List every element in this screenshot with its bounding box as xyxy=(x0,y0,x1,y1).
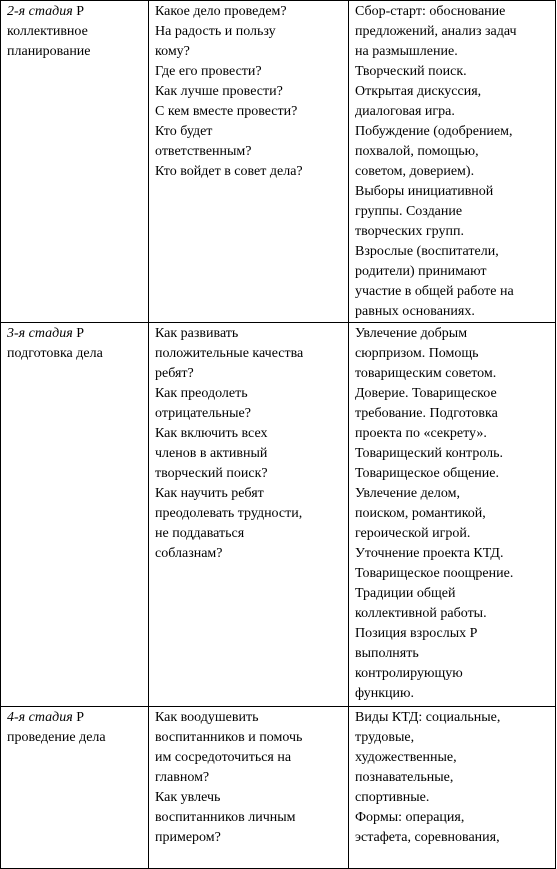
question-line: воспитанников личным xyxy=(155,810,296,825)
method-line: выполнять xyxy=(355,646,419,661)
method-line: функцию. xyxy=(355,686,414,701)
question-line: С кем вместе провести? xyxy=(155,104,298,119)
question-line: Какое дело проведем? xyxy=(155,4,287,19)
method-line: Товарищеское поощрение. xyxy=(355,566,514,581)
question-item xyxy=(155,22,344,62)
method-line: диалоговая игра. xyxy=(355,104,455,119)
method-line: героической игрой. xyxy=(355,526,471,541)
question-item xyxy=(155,82,344,102)
method-line: эстафета, соревнования, xyxy=(355,830,500,845)
question-item xyxy=(155,62,344,82)
method-line: Виды КТД: социальные, xyxy=(355,710,501,725)
question-line: Как лучше провести? xyxy=(155,84,283,99)
method-line: Товарищеское общение. xyxy=(355,466,499,481)
stage-heading xyxy=(7,2,144,22)
stage-name-line: проведение дела xyxy=(7,730,106,745)
method-line: коллективной работы. xyxy=(355,606,487,621)
question-line: отрицательные? xyxy=(155,406,251,421)
stage-name-line: коллективное xyxy=(7,24,88,39)
question-item xyxy=(155,424,344,484)
question-item xyxy=(155,788,344,848)
table-row xyxy=(1,1,556,323)
method-line: проекта по «секрету». xyxy=(355,426,487,441)
stages-table-body xyxy=(1,1,556,869)
question-line: главном? xyxy=(155,770,210,785)
table-row xyxy=(1,323,556,707)
question-line: Кто войдет в совет дела? xyxy=(155,164,303,179)
method-line: товарищеским советом. xyxy=(355,366,497,381)
question-item xyxy=(155,122,344,162)
method-line: Творческий поиск. xyxy=(355,64,467,79)
method-line: контролирующую xyxy=(355,666,463,681)
question-line: кому? xyxy=(155,44,190,59)
method-line: родители) принимают xyxy=(355,264,487,279)
method-line: Товарищеский контроль. xyxy=(355,446,504,461)
method-line: сюрпризом. Помощь xyxy=(355,346,479,361)
question-line: На радость и пользу xyxy=(155,24,276,39)
question-line: Как увлечь xyxy=(155,790,221,805)
method-line: Позиция взрослых Р xyxy=(355,626,478,641)
method-line: Открытая дискуссия, xyxy=(355,84,482,99)
method-line: Уточнение проекта КТД. xyxy=(355,546,504,561)
method-line: Традиции общей xyxy=(355,586,456,601)
questions-cell xyxy=(149,323,349,707)
method-item xyxy=(355,242,551,322)
question-line: положительные качества xyxy=(155,346,304,361)
question-line: Кто будет xyxy=(155,124,213,139)
method-line: Доверие. Товарищеское xyxy=(355,386,497,401)
method-line: Формы: операция, xyxy=(355,810,465,825)
methods-cell xyxy=(349,1,556,323)
question-line: Как преодолеть xyxy=(155,386,248,401)
method-item xyxy=(355,464,551,484)
stage-suffix: Р xyxy=(76,4,85,19)
method-item xyxy=(355,564,551,584)
stage-name-line: подготовка дела xyxy=(7,346,103,361)
question-line: ответственным? xyxy=(155,144,252,159)
question-line: Где его провести? xyxy=(155,64,262,79)
method-item xyxy=(355,484,551,544)
question-item xyxy=(155,2,344,22)
method-item xyxy=(355,808,551,848)
method-line: Увлечение делом, xyxy=(355,486,460,501)
question-line: Как воодушевить xyxy=(155,710,259,725)
question-item xyxy=(155,484,344,564)
questions-cell xyxy=(149,1,349,323)
method-line: Побуждение (одобрением, xyxy=(355,124,513,139)
method-line: поиском, романтикой, xyxy=(355,506,486,521)
stage-suffix: Р xyxy=(76,326,85,341)
methods-cell xyxy=(349,323,556,707)
method-line: на размышление. xyxy=(355,44,458,59)
stage-number: 2-я стадия xyxy=(7,4,73,19)
stage-number: 3-я стадия xyxy=(7,326,73,341)
method-line: группы. Создание xyxy=(355,204,463,219)
method-line: требование. Подготовка xyxy=(355,406,498,421)
method-item xyxy=(355,624,551,704)
method-line: советом, доверием). xyxy=(355,164,475,179)
question-line: творческий поиск? xyxy=(155,466,268,481)
question-line: ребят? xyxy=(155,366,194,381)
method-line: художественные, xyxy=(355,750,457,765)
stage-cell xyxy=(1,707,149,869)
method-line: похвалой, помощью, xyxy=(355,144,479,159)
method-item xyxy=(355,444,551,464)
method-line: Выборы инициативной xyxy=(355,184,494,199)
question-line: соблазнам? xyxy=(155,546,223,561)
method-item xyxy=(355,62,551,82)
question-line: преодолевать трудности, xyxy=(155,506,303,521)
question-item xyxy=(155,102,344,122)
method-line: Увлечение добрым xyxy=(355,326,468,341)
method-line: трудовые, xyxy=(355,730,415,745)
method-item xyxy=(355,708,551,808)
stage-number: 4-я стадия xyxy=(7,710,73,725)
method-line: равных основаниях. xyxy=(355,304,475,319)
question-item xyxy=(155,708,344,788)
question-line: Как включить всех xyxy=(155,426,268,441)
method-line: творческих групп. xyxy=(355,224,464,239)
question-line: Как научить ребят xyxy=(155,486,264,501)
method-line: познавательные, xyxy=(355,770,454,785)
stage-heading xyxy=(7,708,144,728)
method-line: предложений, анализ задач xyxy=(355,24,517,39)
method-item xyxy=(355,584,551,624)
method-line: Сбор-старт: обоснование xyxy=(355,4,506,19)
stage-cell xyxy=(1,323,149,707)
question-line: им сосредоточиться на xyxy=(155,750,292,765)
question-line: Как развивать xyxy=(155,326,239,341)
stage-name-line: планирование xyxy=(7,44,91,59)
question-line: членов в активный xyxy=(155,446,268,461)
question-line: воспитанников и помочь xyxy=(155,730,303,745)
question-line: не поддаваться xyxy=(155,526,245,541)
questions-cell xyxy=(149,707,349,869)
question-item xyxy=(155,384,344,424)
method-item xyxy=(355,182,551,242)
method-item xyxy=(355,2,551,62)
method-item xyxy=(355,82,551,122)
question-line: примером? xyxy=(155,830,221,845)
method-item xyxy=(355,122,551,182)
question-item xyxy=(155,324,344,384)
method-item xyxy=(355,384,551,444)
method-line: участие в общей работе на xyxy=(355,284,514,299)
method-item xyxy=(355,544,551,564)
table-row xyxy=(1,707,556,869)
methods-cell xyxy=(349,707,556,869)
method-line: спортивные. xyxy=(355,790,430,805)
method-item xyxy=(355,324,551,384)
method-line: Взрослые (воспитатели, xyxy=(355,244,499,259)
stage-cell xyxy=(1,1,149,323)
stage-suffix: Р xyxy=(76,710,85,725)
question-item xyxy=(155,162,344,182)
stage-heading xyxy=(7,324,144,344)
